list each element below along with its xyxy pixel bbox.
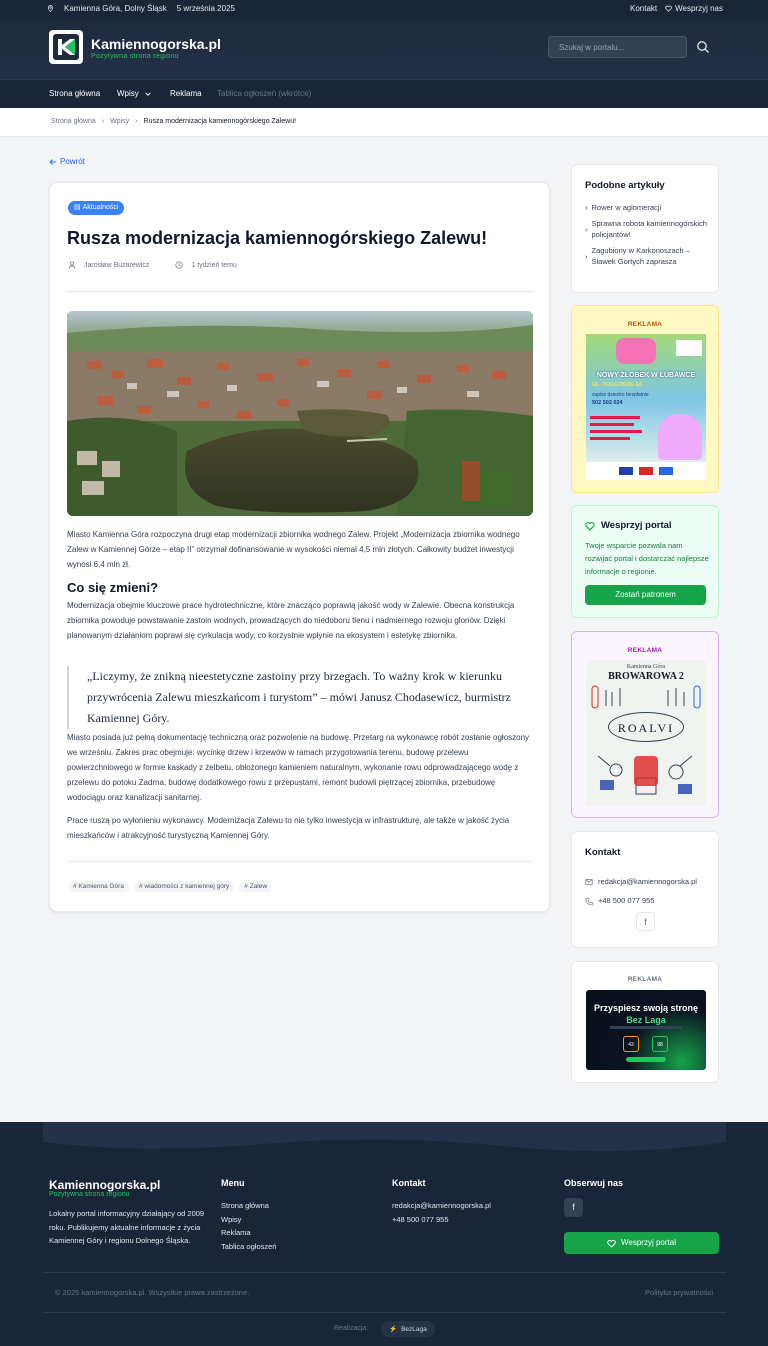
privacy-link[interactable]: Polityka prywatności (645, 1288, 713, 1297)
eu-logos (586, 462, 706, 480)
ad-score-before: 43 (623, 1036, 639, 1052)
chevron-right-icon: › (135, 118, 138, 125)
topbar-support-link[interactable] (665, 4, 723, 13)
facebook-icon[interactable]: f (636, 912, 655, 931)
topbar-contact-link[interactable]: Kontakt (629, 4, 658, 13)
logo-icon[interactable] (49, 30, 83, 64)
support-label: Wesprzyj nas (675, 4, 723, 13)
ad-label: REKLAMA (627, 976, 663, 983)
footer-about: Lokalny portal informacyjny działający od 2009 roku. Publikujemy aktualne informacje z życia Kamiennej Góry i regionu Dolnego Śląska. (49, 1209, 205, 1245)
mail-icon (585, 878, 593, 886)
back-link[interactable] (49, 157, 85, 166)
contact-phone-text: +48 500 077 955 (598, 896, 655, 905)
similar-item-label: Rower w aglomeracji (591, 203, 662, 212)
newspaper-icon: ▤ (74, 204, 81, 211)
chevron-right-icon: › (585, 224, 588, 234)
ad-cta (626, 1057, 666, 1062)
article-paragraph: Miasto Kamienna Góra rozpoczyna drugi etap modernizacji zbiornika wodnego Zalew. Projekt „Modernizacja zbiornika wodnego Zalew w Kamiennej Górze – etap II” otrzymał dofinansowanie w wysokości niemal 4,5 mln złotych. Całkowity budżet inwestycji wynosi 6,4 mln zł. (67, 530, 520, 569)
similar-item[interactable] (585, 245, 709, 267)
ad-line1: Przyspiesz swoją stronę (593, 1003, 699, 1013)
divider (43, 1312, 726, 1313)
date-text: 5 września 2025 (176, 4, 235, 13)
site-name[interactable]: Kamiennogorska.pl (91, 36, 221, 52)
orly-logo (676, 340, 702, 356)
footer-menu-item[interactable]: Wpisy (221, 1215, 242, 1224)
footer-menu-title: Menu (221, 1178, 245, 1188)
article-quote: „Liczymy, że znikną nieestetyczne zastoiny przy brzegach. To ważny krok w kierunku przywrócenia Zalewu mieszkańcom i turystom” – mówi Janusz Chodasewicz, burmistrz Kamiennej Góry. (67, 666, 533, 729)
article-paragraph: Prace ruszą po wyłonieniu wykonawcy. Modernizacja Zalewu to nie tylko inwestycja w infrastrukturę, ale także w jakość życia mieszkańców i atrakcyjność turystyczną Kamiennej Góry. (67, 816, 510, 840)
contact-title: Kontakt (585, 847, 621, 858)
tag-list (68, 881, 272, 892)
tag[interactable]: # Zalew (239, 881, 272, 892)
search-input[interactable] (548, 36, 687, 58)
location-text: Kamienna Góra, Dolny Śląsk (64, 4, 167, 13)
facebook-icon[interactable]: f (564, 1198, 583, 1217)
article-card (49, 182, 550, 912)
become-patron-button[interactable]: Zostań patronem (585, 585, 706, 605)
ad-headline: NOWY ŻŁOBEK W LUBAWCE (596, 372, 696, 379)
similar-title: Podobne artykuły (585, 180, 665, 191)
barber-tools-illustration (586, 660, 706, 806)
site-footer (0, 1122, 768, 1346)
divider (43, 1272, 726, 1273)
nursery-logo (616, 338, 656, 364)
search-button[interactable] (695, 39, 711, 55)
nav-ads[interactable]: Reklama (170, 89, 202, 98)
similar-item[interactable] (585, 218, 709, 240)
nav-home[interactable]: Strona główna (49, 89, 101, 98)
support-box (571, 505, 719, 618)
footer-menu-item[interactable]: Reklama (221, 1228, 251, 1237)
footer-email[interactable]: redakcja@kamiennogorska.pl (392, 1201, 491, 1210)
ad-bullets (590, 412, 654, 456)
support-text: Twoje wsparcie pozwala nam rozwijać portal i dostarczać najlepsze informacje o regionie. (585, 541, 709, 576)
ad-banner-barber[interactable] (586, 660, 706, 806)
location-pin-icon (47, 4, 54, 13)
contact-phone[interactable] (585, 896, 655, 905)
heart-icon (585, 521, 595, 531)
nav-board: Tablica ogłoszeń (wkrótce) (217, 89, 312, 98)
footer-follow-title: Obserwuj nas (564, 1178, 624, 1188)
heart-icon (607, 1239, 616, 1248)
chevron-down-icon (144, 90, 152, 98)
article-subheading: Co się zmieni? (67, 580, 159, 595)
ad-address: UL. PODGÓRZE 8A (592, 382, 643, 388)
article-time: 1 tydzień temu (191, 261, 237, 269)
similar-item-label: Sprawna robota kamiennogórskich policjantów! (591, 219, 707, 239)
ad-label: REKLAMA (627, 321, 663, 328)
nav-posts-label: Wpisy (117, 89, 139, 98)
similar-list (585, 202, 709, 272)
chevron-right-icon: › (585, 203, 588, 212)
ad-brand: ROALVI (608, 712, 684, 742)
support-title: Wesprzyj portal (601, 520, 672, 531)
article-paragraph: Modernizacja obejmie kluczowe prace hydrotechniczne, które znacząco poprawią jakość wody w Zalewie. Obecna konstrukcja zbiornika powoduje powstawanie zastoin wodnych, prowadzących do niedoboru tlenu i nadmiernego rozwoju glonów. Dzięki planowanym działaniom poprawi się cyrkulacja wody, co korzystnie wpłynie na ekosystem i estetykę zbiornika. (67, 601, 515, 640)
ad-label: REKLAMA (627, 647, 663, 654)
footer-support-button[interactable] (564, 1232, 719, 1254)
ad-town: Kamienna Góra (626, 664, 666, 670)
breadcrumb-home[interactable]: Strona główna (51, 118, 96, 125)
user-icon (68, 261, 76, 269)
ad-fineprint (610, 1026, 682, 1029)
phone-icon (585, 897, 593, 905)
clock-icon (175, 261, 183, 269)
divider (67, 291, 533, 292)
footer-menu-item[interactable]: Strona główna (221, 1201, 269, 1210)
chevron-right-icon: › (585, 251, 588, 261)
chevron-right-icon: › (101, 118, 105, 125)
made-by-brand: BezLaga (401, 1325, 427, 1333)
footer-site-name[interactable]: Kamiennogorska.pl (49, 1178, 161, 1192)
article-photo (67, 311, 533, 516)
article-author: Jarosław Buzarewicz (84, 261, 150, 269)
similar-articles-box (571, 164, 719, 293)
footer-wave (43, 1122, 726, 1163)
similar-item-label: Zagubiony w Karkonoszach – Sławek Gortych zaprasza (591, 246, 690, 266)
heart-icon (665, 4, 672, 13)
support-header (585, 520, 672, 531)
category-badge[interactable] (68, 201, 124, 215)
ad-banner-bezlaga[interactable] (586, 990, 706, 1070)
footer-menu-item[interactable]: Tablica ogłoszeń (221, 1242, 277, 1251)
footer-tagline: Pozytywna strona regionu (49, 1191, 130, 1198)
site-tagline: Pozytywna strona regionu (91, 53, 179, 60)
ad-box (571, 961, 719, 1083)
footer-phone[interactable]: +48 500 077 955 (392, 1215, 449, 1224)
article-meta (68, 261, 237, 269)
category-label: Aktualności (82, 204, 119, 211)
ad-note: zapisz dziecko bezpłatnie (592, 392, 649, 398)
made-by-badge[interactable] (381, 1321, 435, 1337)
contact-email[interactable] (585, 877, 697, 886)
site-header (0, 17, 768, 79)
breadcrumb (0, 108, 768, 137)
search-icon (695, 39, 711, 55)
article-paragraph: Miasto posiada już pełną dokumentację techniczną oraz pozwolenie na budowę. Przetarg na wykonawcę robót zostanie ogłoszony we wrześniu. Zakres prac obejmuje: wycinkę drzew i krzewów w ramach przygotowania terenu, budowę przelewu powierzchniowego w formie kaskady z żelbetu, obłożonego kamieniem naturalnym, wykonanie rowu odprowadzającego wodę z przelewu do potoku Zadrna, budowę dodatkowego rowu z przepustami, remont budowli piętrzącej zbiornika, przebudowę wodociągu oraz kanalizacji sanitarnej. (67, 733, 530, 802)
children-illustration (658, 414, 702, 460)
breadcrumb-current: Rusza modernizacja kamiennogórskiego Zalewu! (143, 118, 297, 125)
ad-phone: 502 502 024 (592, 400, 623, 406)
lightning-icon: ⚡ (389, 1326, 398, 1333)
contact-box (571, 831, 719, 948)
similar-item[interactable] (585, 202, 709, 213)
top-bar (0, 0, 768, 17)
made-by-label: Realizacja: (334, 1325, 369, 1332)
breadcrumb-posts[interactable]: Wpisy (110, 118, 130, 125)
ad-box (571, 631, 719, 818)
ad-street: BROWAROWA 2 (608, 671, 684, 682)
article-title: Rusza modernizacja kamiennogórskiego Zalewu! (67, 228, 488, 248)
contact-email-text: redakcja@kamiennogorska.pl (598, 877, 697, 886)
copyright: © 2025 kamiennogorska.pl. Wszystkie prawa zastrzeżone. (55, 1288, 250, 1297)
nav-posts[interactable] (117, 89, 152, 98)
divider (67, 861, 533, 862)
footer-contact-title: Kontakt (392, 1178, 426, 1188)
ad-line2: Bez Laga (626, 1015, 666, 1025)
tag[interactable]: # Kamienna Góra (68, 881, 129, 892)
arrow-left-icon (49, 158, 57, 166)
tag[interactable]: # wiadomości z kamiennej góry (134, 881, 234, 892)
ad-banner-nursery[interactable] (586, 334, 706, 480)
ad-score-after: 98 (652, 1036, 668, 1052)
back-label: Powrót (60, 157, 85, 166)
main-nav (0, 79, 768, 108)
ad-box (571, 305, 719, 493)
footer-support-label: Wesprzyj portal (621, 1238, 676, 1247)
